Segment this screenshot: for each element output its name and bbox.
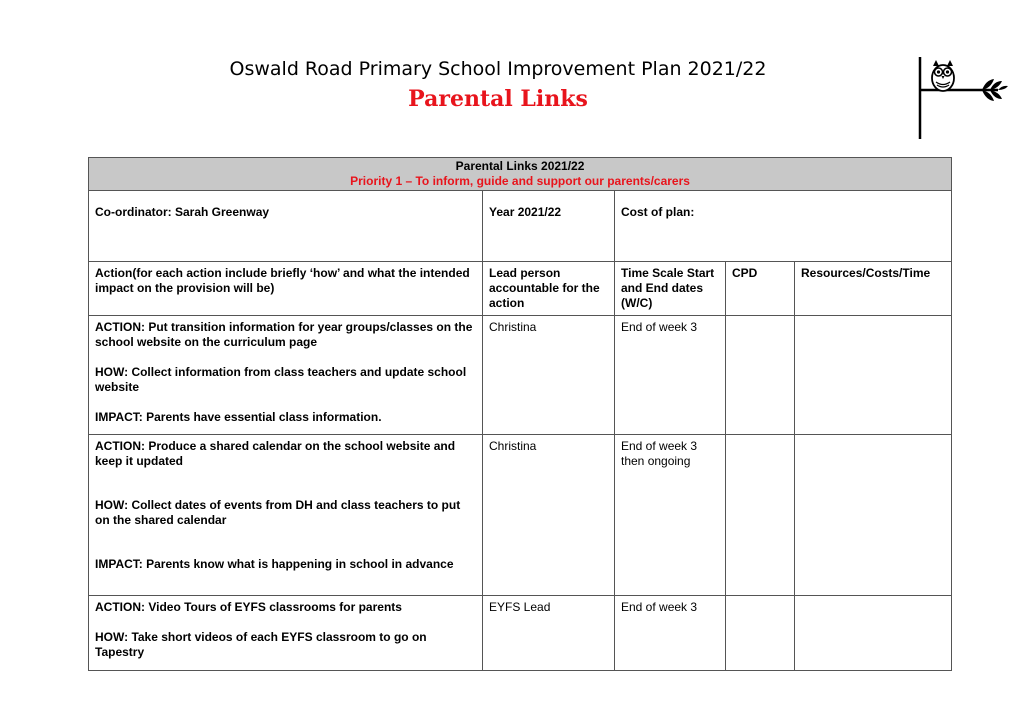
owl-on-branch-icon: [916, 57, 1011, 139]
action-text: ACTION: Put transition information for year groups/classes on the school website on the curriculum page: [95, 320, 473, 349]
action-cell: [89, 596, 483, 671]
impact-text: IMPACT: Parents know what is happening in school in advance: [95, 557, 454, 571]
resources-cell: [795, 435, 952, 596]
lead-cell: Christina: [483, 316, 615, 435]
action-cell: [89, 316, 483, 435]
timescale-cell: End of week 3 then ongoing: [615, 435, 726, 596]
cpd-cell: [726, 435, 795, 596]
how-text: HOW: Take short videos of each EYFS classroom to go on Tapestry: [95, 630, 427, 659]
year-cell: Year 2021/22: [483, 191, 615, 262]
column-header-lead: Lead person accountable for the action: [483, 262, 615, 316]
table-row: [89, 435, 952, 596]
resources-cell: [795, 316, 952, 435]
improvement-plan-table: [88, 157, 952, 671]
column-header-timescale: Time Scale Start and End dates (W/C): [615, 262, 726, 316]
table-row: [89, 316, 952, 435]
resources-cell: [795, 596, 952, 671]
page-subtitle: Parental Links: [408, 86, 588, 112]
how-text: HOW: Collect information from class teachers and update school website: [95, 365, 467, 394]
priority-statement: Priority 1 – To inform, guide and support our parents/carers: [350, 174, 690, 188]
timescale-cell: End of week 3: [615, 596, 726, 671]
impact-text: IMPACT: Parents have essential class information.: [95, 410, 382, 424]
coordinator-cell: Co-ordinator: Sarah Greenway: [89, 191, 483, 262]
cpd-cell: [726, 596, 795, 671]
timescale-cell: End of week 3: [615, 316, 726, 435]
action-text: ACTION: Produce a shared calendar on the school website and keep it updated: [95, 439, 456, 468]
lead-cell: EYFS Lead: [483, 596, 615, 671]
action-cell: [89, 435, 483, 596]
column-header-action: Action(for each action include briefly ‘how’ and what the intended impact on the provision will be): [89, 262, 483, 316]
column-header-cpd: CPD: [726, 262, 795, 316]
table-row: [89, 596, 952, 671]
cpd-cell: [726, 316, 795, 435]
table-heading: Parental Links 2021/22: [455, 159, 585, 173]
how-text: HOW: Collect dates of events from DH and class teachers to put on the shared calendar: [95, 498, 461, 527]
column-header-resources: Resources/Costs/Time: [795, 262, 952, 316]
table-heading-cell: [89, 158, 952, 191]
cost-cell: Cost of plan:: [615, 191, 952, 262]
page-title: Oswald Road Primary School Improvement Plan 2021/22: [229, 58, 767, 80]
action-text: ACTION: Video Tours of EYFS classrooms for parents: [95, 600, 402, 614]
lead-cell: Christina: [483, 435, 615, 596]
